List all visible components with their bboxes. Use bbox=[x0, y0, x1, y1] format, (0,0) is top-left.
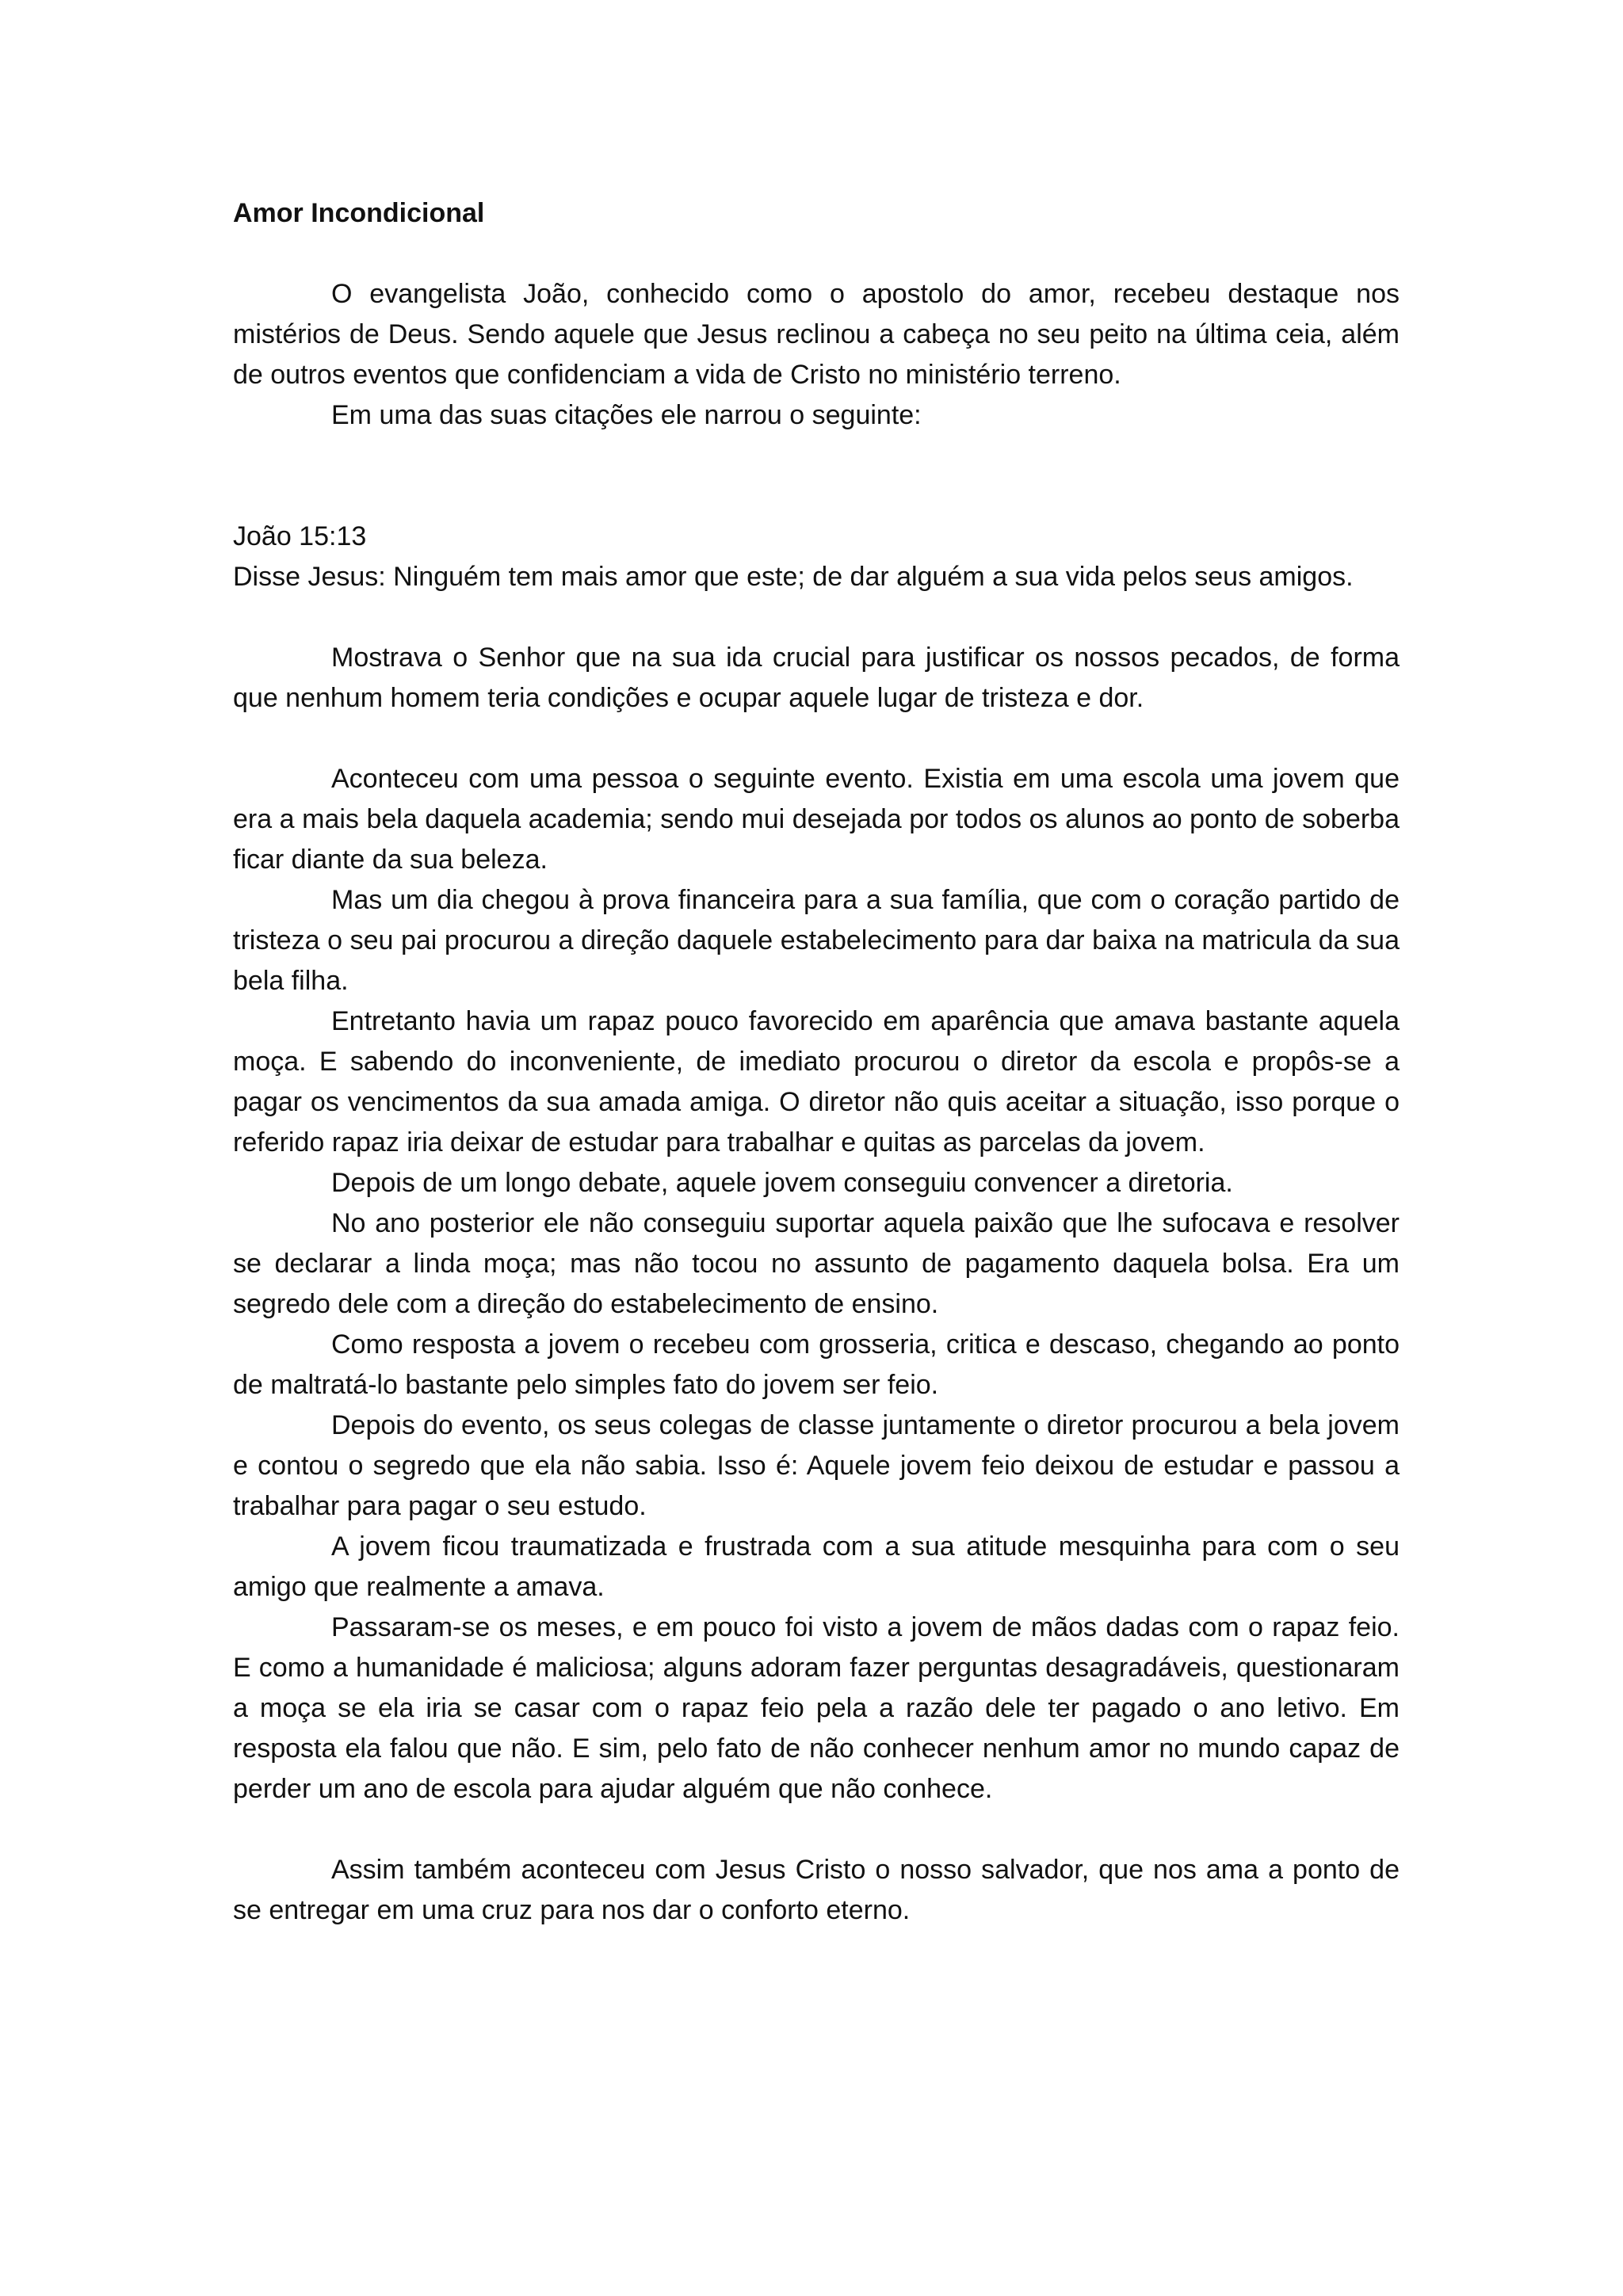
story-paragraph: Como resposta a jovem o recebeu com grosseria, critica e descaso, chegando ao ponto de maltratá-lo bastante pelo simples fato do jovem ser feio. bbox=[233, 1329, 1400, 1400]
story-paragraph: Passaram-se os meses, e em pouco foi visto a jovem de mãos dadas com o rapaz feio. E como a humanidade é maliciosa; alguns adoram fazer perguntas desagradáveis, questionaram a moça se ela iria se casar com o rapaz feio pela a razão dele ter pagado o ano letivo. Em resposta ela falou que não. E sim, pelo fato de não conhecer nenhum amor no mundo capaz de perder um ano de escola para ajudar alguém que não conhece. bbox=[233, 1612, 1400, 1804]
document-page bbox=[233, 193, 1400, 1931]
story-paragraph: Aconteceu com uma pessoa o seguinte evento. Existia em uma escola uma jovem que era a mais bela daquela academia; sendo mui desejada por todos os alunos ao ponto de soberba ficar diante da sua beleza. bbox=[233, 764, 1400, 875]
reflection-paragraph: Mostrava o Senhor que na sua ida crucial para justificar os nossos pecados, de forma que nenhum homem teria condições e ocupar aquele lugar de tristeza e dor. bbox=[233, 643, 1400, 713]
verse-text: Disse Jesus: Ninguém tem mais amor que este; de dar alguém a sua vida pelos seus amigos. bbox=[233, 562, 1354, 592]
intro-paragraph: Em uma das suas citações ele narrou o seguinte: bbox=[331, 400, 922, 430]
conclusion-paragraph: Assim também aconteceu com Jesus Cristo o nosso salvador, que nos ama a ponto de se entregar em uma cruz para nos dar o conforto eterno. bbox=[233, 1855, 1400, 1925]
story-paragraph: A jovem ficou traumatizada e frustrada com a sua atitude mesquinha para com o seu amigo que realmente a amava. bbox=[233, 1531, 1400, 1602]
story-paragraph: Mas um dia chegou à prova financeira para a sua família, que com o coração partido de tristeza o seu pai procurou a direção daquele estabelecimento para dar baixa na matricula da sua bela filha. bbox=[233, 885, 1400, 996]
story-paragraph: Depois do evento, os seus colegas de classe juntamente o diretor procurou a bela jovem e contou o segredo que ela não sabia. Isso é: Aquele jovem feio deixou de estudar e passou a trabalhar para pagar o seu estudo. bbox=[233, 1410, 1400, 1521]
document-title: Amor Incondicional bbox=[233, 198, 485, 228]
story-paragraph: No ano posterior ele não conseguiu suportar aquela paixão que lhe sufocava e resolver se declarar a linda moça; mas não tocou no assunto de pagamento daquela bolsa. Era um segredo dele com a direção do estabelecimento de ensino. bbox=[233, 1208, 1400, 1319]
story-paragraph: Entretanto havia um rapaz pouco favorecido em aparência que amava bastante aquela moça. E sabendo do inconveniente, de imediato procurou o diretor da escola e propôs-se a pagar os vencimentos da sua amada amiga. O diretor não quis aceitar a situação, isso porque o referido rapaz iria deixar de estudar para trabalhar e quitas as parcelas da jovem. bbox=[233, 1006, 1400, 1158]
intro-paragraph: O evangelista João, conhecido como o apostolo do amor, recebeu destaque nos mistérios de Deus. Sendo aquele que Jesus reclinou a cabeça no seu peito na última ceia, além de outros eventos que confidenciam a vida de Cristo no ministério terreno. bbox=[233, 279, 1400, 390]
verse-reference: João 15:13 bbox=[233, 521, 367, 551]
story-paragraph: Depois de um longo debate, aquele jovem conseguiu convencer a diretoria. bbox=[331, 1168, 1233, 1198]
